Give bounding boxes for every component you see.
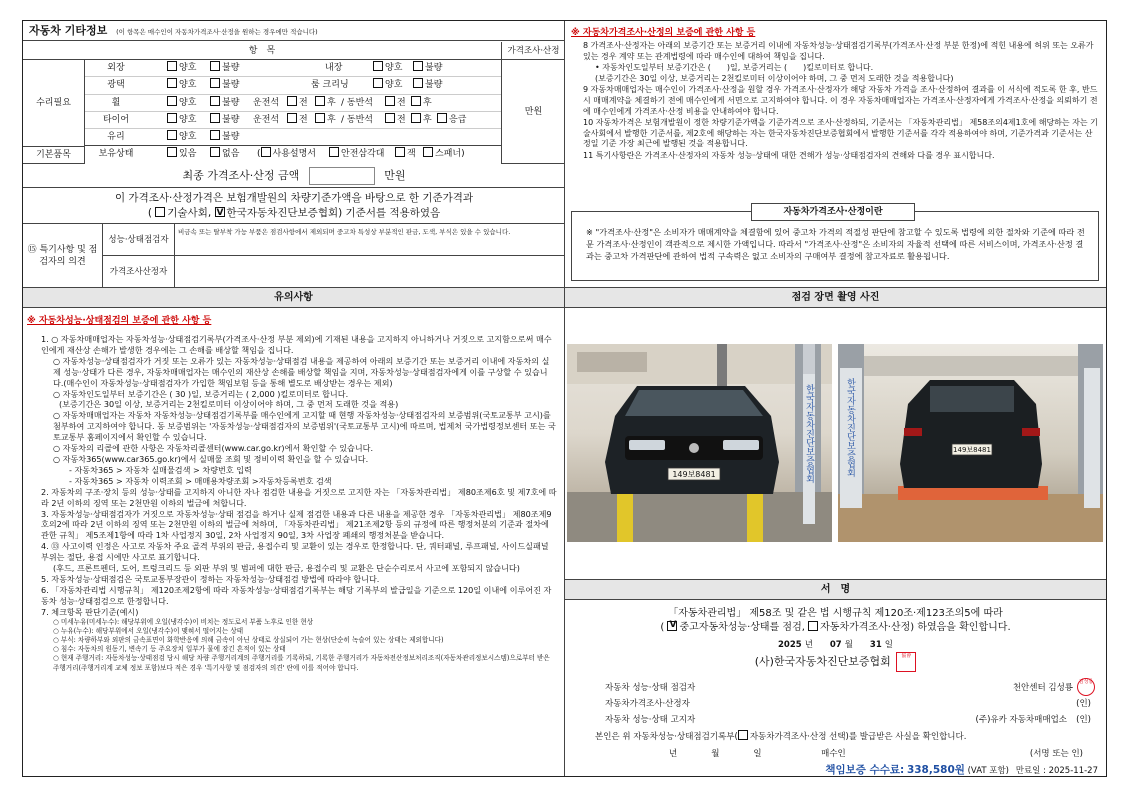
photos-section bbox=[565, 288, 1106, 580]
confirm-line: ( V중고자동차성능·상태를 점검, 자동차가격조사·산정) 하였음을 확인합니다. bbox=[565, 618, 1106, 633]
signer-pricer bbox=[605, 696, 1097, 712]
note-2: 2. 자동차의 구조·장치 등의 성능·상태를 고지하지 아니한 자나 점검한 내용을 거짓으로 고지한 자는 「자동차관리법」 제80조제6호 및 제7호에 따라 2년 이하의 징역 또는 2천만원 이하의 벌금에 처합니다. bbox=[41, 486, 557, 508]
checkbox[interactable] bbox=[413, 61, 423, 71]
fee-note: (VAT 포함) bbox=[967, 766, 1009, 776]
notes-list bbox=[41, 334, 557, 673]
tire-bad[interactable]: 불량 bbox=[210, 112, 239, 129]
checkbox[interactable] bbox=[385, 113, 395, 123]
checkbox-performance[interactable] bbox=[667, 621, 677, 631]
wheel-bad[interactable]: 불량 bbox=[210, 95, 239, 112]
tire-passenger-label: / 동반석 bbox=[341, 114, 373, 125]
checkbox[interactable] bbox=[437, 113, 447, 123]
fee-label: 책임보증 수수료: bbox=[825, 764, 905, 776]
fee-line bbox=[825, 762, 1098, 777]
criteria-2: ○ 누유(누수): 해당부위에서 오일(냉각수)이 맺혀서 떨어지는 상태 bbox=[53, 626, 244, 635]
exterior-bad[interactable]: 불량 bbox=[210, 60, 239, 77]
checkbox[interactable] bbox=[167, 147, 177, 157]
checkbox[interactable] bbox=[385, 96, 395, 106]
tire-good[interactable]: 양호 bbox=[167, 112, 196, 129]
checkbox[interactable] bbox=[395, 147, 405, 157]
note-1i: - 자동차365 > 자동차 이력조회 > 매매용차량조회 >자동차등록번호 검색 bbox=[69, 475, 332, 486]
checkbox[interactable] bbox=[315, 113, 325, 123]
price-definition-box bbox=[571, 211, 1099, 281]
checkbox[interactable] bbox=[329, 147, 339, 157]
law-line: 「자동차관리법」 제58조 및 같은 법 시행규칙 제120조·제123조의5에 따라 bbox=[668, 608, 1003, 619]
issue-year: 2025 bbox=[778, 640, 802, 650]
basic-items-label: 기본품목 bbox=[36, 150, 71, 160]
special-remarks-label-cell bbox=[23, 224, 103, 288]
note-4: 4. ⑬ 사고이력 인정은 사고로 자동차 주요 골격 부위의 판금, 용접수리 및 교환이 있는 경우로 한정합니다. 단, 쿼터패널, 루프패널, 사이드실패널 부위는 절단, 용접 시에만 사고로 표기합니다. bbox=[41, 541, 549, 563]
criteria-3: ○ 부식: 차량하부와 외판의 금속표면이 화학반응에 의해 금속이 아닌 상태로 상실되어 가는 현상(단순히 녹슬어 있는 상태는 제외합니다) bbox=[53, 635, 444, 644]
fee-value: 338,580원 bbox=[906, 764, 965, 776]
checkbox-price[interactable] bbox=[808, 621, 818, 631]
interior-label: 내장 bbox=[325, 63, 343, 73]
notes-title: 유의사항 bbox=[274, 292, 313, 303]
price-definition-text: ※ "가격조사·산정"은 소비자가 매매계약을 체결함에 있어 중고차 가격의 적절성 판단에 참고할 수 있도록 법령에 의한 절차와 기준에 따라 전문 가격조사·산정인이 객관적으로 제시한 가액입니다. 따라서 "가격조사·산정"은 소비자의 자율적 선택에 따른 서비스이며, 가격조사·산정 결과는 중고차 가격판단에 관하여 법적 구속력은 없고 소비자의 구매여부 결정에 참고자료로 활용됩니다. bbox=[586, 227, 1085, 261]
wheel-driver-front[interactable]: 전 bbox=[287, 95, 308, 112]
repair-needed-label-cell bbox=[23, 60, 85, 147]
glass-label: 유리 bbox=[107, 132, 125, 143]
criteria-5: ○ 현재 주행거리: 자동차성능·상태점검 당시 해당 차량 주행거리계의 주행거리를 기록하되, 기록한 주행거리가 자동차전산정보처리조직(자동차관리정보시스템)으로부터 받은 주행거리(주행거리계 교체 정보 포함)보다 적은 경우 '특기사항 및 점검자의 의견' 란에 이를 적어야 합니다. bbox=[53, 654, 550, 672]
rear-pole-text: 한국자동차진단보증협회 bbox=[845, 378, 855, 477]
tire-driver-front[interactable]: 전 bbox=[287, 112, 308, 129]
note-1h: - 자동차365 > 자동차 실매물검색 > 차량번호 입력 bbox=[69, 464, 252, 475]
polish-label: 광택 bbox=[107, 80, 125, 91]
signer-notifier-seal: (인) bbox=[1076, 715, 1091, 725]
wheel-good[interactable]: 양호 bbox=[167, 95, 196, 112]
note-3: 3. 자동차성능·상태점검자가 거짓으로 자동차성능·상태 점검을 하거나 실제 점검한 내용과 다른 내용을 제공한 경우 「자동차관리법」 제80조제9호의2에 따라 2년 이하의 징역 또는 2천만원 이하의 벌금에 처하며, 「자동차관리법」 제21조제2항 등의 규정에 따른 행정처분의 기준과 절차에 관한 규칙」 제5조제1항에 따라 1차 사업정지 30일, 2차 사업정지 90일, 3차 사업장 폐쇄의 행정처분을 받습니다. bbox=[41, 508, 552, 541]
basis-line-2: ( 기술사회, V 한국자동차진단보증협회) 기준서를 적용하였음 bbox=[23, 206, 565, 221]
rear-photo-drawing bbox=[838, 344, 1103, 542]
row-exterior-interior bbox=[85, 60, 501, 77]
photos-header bbox=[565, 288, 1106, 308]
final-amount-input[interactable] bbox=[309, 167, 375, 185]
possession-label: 보유상태 bbox=[98, 149, 134, 160]
rear-plate-text: 149보8481 bbox=[953, 446, 991, 454]
note-1d: (보증기간은 30일 이상, 보증거리는 2천킬로미터 이상이어야 하며, 그 중 먼저 도래한 것을 적용) bbox=[59, 399, 399, 410]
guarantee-item-10: 10 자동차가격은 보험개발원이 정한 차량기준가액을 기준가격으로 조사·산정하되, 기준서는 「자동차관리법」 제58조의4제1호에 해당하는 자는 기술사회에서 발행한 기준서를, 제2호에 해당하는 자는 한국자동차진단보증협회에서 발행한 기준서를 각각 적용하여야 하며, 기준가격과 기준서는 산정일 기준 가장 최근에 발행된 것을 적용합니다. bbox=[583, 118, 1098, 149]
inspector-opinion-text: 비금속 또는 탈부착 가능 부품은 점검사항에서 제외되며 중고차 특성상 부분적인 판금, 도색, 부식은 있을 수 있습니다. bbox=[178, 228, 511, 236]
room-clean-label: 룸 크리닝 bbox=[311, 80, 349, 91]
row-possession bbox=[85, 146, 501, 163]
col-price-header bbox=[501, 42, 565, 60]
room-clean-bad[interactable]: 불량 bbox=[413, 77, 442, 94]
row-tire bbox=[85, 112, 501, 129]
other-info-header bbox=[23, 21, 565, 41]
checkbox[interactable] bbox=[167, 61, 177, 71]
checkbox[interactable] bbox=[210, 78, 220, 88]
buyer-date-label: 년 월 일 매수인 bbox=[669, 749, 846, 759]
expiry-date: 만료일 : 2025-11-27 bbox=[1015, 766, 1098, 776]
price-guarantee-section bbox=[565, 21, 1106, 288]
vehicle-other-info-section bbox=[23, 21, 565, 288]
signer-notifier-label: 자동차 성능·상태 고지자 bbox=[605, 715, 696, 725]
signature-title: 서 명 bbox=[820, 584, 851, 595]
signer-inspector bbox=[605, 680, 1097, 696]
checkbox[interactable] bbox=[315, 96, 325, 106]
checkbox[interactable] bbox=[210, 130, 220, 140]
col-item-header bbox=[23, 42, 501, 60]
note-1c: ○ 자동차인도일부터 보증기간은 ( 30 )일, 보증거리는 ( 2,000 )킬로미터로 합니다. bbox=[53, 388, 349, 399]
row-glass bbox=[85, 129, 501, 146]
inspector-label-cell bbox=[103, 224, 175, 256]
final-amount-unit: 만원 bbox=[384, 169, 406, 182]
guarantee-item-11: 11 특기사항란은 가격조사·산정자의 자동차 성능·상태에 대한 견해가 성능·상태점검자의 견해와 다를 경우 표시합니다. bbox=[583, 150, 995, 160]
checkbox[interactable] bbox=[210, 113, 220, 123]
note-1f: ○ 자동차의 리콜에 관한 사항은 자동차리콜센터(www.car.go.kr)에서 확인할 수 있습니다. bbox=[53, 443, 374, 454]
interior-good[interactable]: 양호 bbox=[373, 60, 402, 77]
note-4b: (후드, 프론트펜더, 도어, 트렁크리드 등 외판 부위 및 범퍼에 대한 판금, 용접수리 및 교환은 단순수리로서 사고에 포함되지 않습니다) bbox=[53, 563, 520, 574]
repair-needed-label: 수리필요 bbox=[36, 98, 71, 108]
criteria-4: ○ 침수: 자동차의 원동기, 변속기 등 주요장치 일부가 물에 잠긴 흔적이 있는 상태 bbox=[53, 645, 286, 654]
guarantee-item-9: 9 자동차매매업자는 매수인이 가격조사·산정을 원할 경우 가격조사·산정자가 해당 자동차 가격을 조사·산정하여 결과를 이 서식에 적도록 한 후, 반드시 매매계약을 체결하기 전에 매수인에게 서면으로 고지하여야 합니다. 이 경우 자동차매매업자는 가격조사·산정자에게 가격조사·산정을 의뢰하기 전에 매수인에게 가격조사·산정 비용을 안내하여야 합니다. bbox=[583, 85, 1098, 116]
photos-title: 점검 장면 촬영 사진 bbox=[791, 292, 880, 303]
checkbox-tech-society[interactable] bbox=[155, 207, 165, 217]
item-jack[interactable]: 잭 bbox=[395, 146, 416, 163]
inspector-opinion-cell bbox=[175, 224, 565, 256]
notes-header bbox=[23, 288, 564, 308]
wheel-passenger-label: / 동반석 bbox=[341, 97, 373, 108]
note-6: 6. 「자동차관리법 시행규칙」 제120조제2항에 따라 자동차성능·상태점검기록부는 해당 기록부의 발급일을 기준으로 120일 이내에 이루어진 자동차 성능·상태점검으로 한정합니다. bbox=[41, 584, 552, 606]
checkbox[interactable] bbox=[413, 78, 423, 88]
checkbox[interactable] bbox=[287, 113, 297, 123]
front-vehicle-photo bbox=[567, 344, 832, 542]
tire-label: 타이어 bbox=[102, 114, 130, 125]
row-wheel bbox=[85, 95, 501, 112]
inspection-record-page bbox=[22, 20, 1107, 777]
price-guarantee-items bbox=[571, 41, 1100, 162]
checkbox[interactable] bbox=[411, 113, 421, 123]
signer-notifier bbox=[605, 712, 1097, 728]
checkbox[interactable] bbox=[210, 147, 220, 157]
possession-no[interactable]: 없음 bbox=[210, 146, 239, 163]
checkbox[interactable] bbox=[373, 78, 383, 88]
signer-pricer-label: 자동차가격조사·산정자 bbox=[605, 699, 690, 709]
front-pole-text: 한국자동차진단보증협회 bbox=[804, 384, 814, 483]
notes-subtitle: ※ 자동차성능·상태점검의 보증에 관한 사항 등 bbox=[27, 316, 212, 326]
other-info-title: 자동차 기타정보 bbox=[29, 24, 108, 37]
signer-pricer-seal: (인) bbox=[1076, 699, 1091, 709]
interior-bad[interactable]: 불량 bbox=[413, 60, 442, 77]
guarantee-item-8b: (보증기간은 30일 이상, 보증거리는 2천킬로미터 이상이어야 하며, 그 중 먼저 도래한 것을 적용합니다) bbox=[595, 73, 954, 83]
buyer-sign-note: (서명 또는 인) bbox=[1029, 749, 1083, 759]
basic-items-label-cell bbox=[23, 147, 85, 164]
col-price-label: 가격조사·산정 bbox=[507, 46, 560, 56]
item-spanner[interactable]: 스패너) bbox=[423, 146, 465, 163]
room-clean-good[interactable]: 양호 bbox=[373, 77, 402, 94]
checkbox[interactable] bbox=[167, 78, 177, 88]
guarantee-item-8a: • 자동차인도일부터 보증기간은 ( )일, 보증거리는 ( )킬로미터로 합니다. bbox=[595, 63, 874, 73]
wheel-driver-rear[interactable]: 후 bbox=[315, 95, 336, 112]
criteria-1: ○ 미세누유(미세누수): 해당부위에 오일(냉각수)이 비치는 정도로서 부품 노후로 인한 현상 bbox=[53, 617, 314, 626]
rear-vehicle-photo bbox=[838, 344, 1103, 542]
glass-bad[interactable]: 불량 bbox=[210, 129, 239, 146]
inspector-opinion-label: 성능·상태점검자 bbox=[108, 235, 169, 245]
final-amount-label: 최종 가격조사·산정 금액 bbox=[182, 169, 300, 182]
notes-section bbox=[23, 288, 565, 776]
note-1g: ○ 자동차365(www.car365.go.kr)에서 실매물 조회 및 정비이력 확인을 할 수 있습니다. bbox=[53, 453, 369, 464]
final-amount-row bbox=[23, 164, 565, 188]
signers bbox=[605, 680, 1097, 728]
item-manual[interactable]: ( 사용설명서 bbox=[257, 149, 316, 160]
buyer-line bbox=[669, 747, 1099, 759]
checkbox[interactable] bbox=[411, 96, 421, 106]
basis-row bbox=[23, 188, 565, 224]
issue-day: 31 bbox=[869, 640, 882, 650]
check-rows bbox=[85, 60, 501, 164]
wheel-passenger-front[interactable]: 전 bbox=[385, 95, 406, 112]
price-unit: 만원 bbox=[524, 107, 543, 117]
signature-section bbox=[565, 580, 1106, 776]
price-guarantee-title: ※ 자동차가격조사·산정의 보증에 관한 사항 등 bbox=[571, 28, 756, 38]
exterior-good[interactable]: 양호 bbox=[167, 60, 196, 77]
signer-notifier-name: (주)유카 자동차매매업소 bbox=[975, 715, 1067, 725]
tire-passenger-front[interactable]: 전 bbox=[385, 112, 406, 129]
note-1a: 1. ○ 자동차매매업자는 자동차성능·상태점검기록부(가격조사·산정 부분 제외)에 기재된 내용을 고지하지 아니하거나 거짓으로 고지함으로써 매수인에게 재산상 손해가 발생한 경우에는 그 손해를 배상할 책임을 집니다. bbox=[41, 334, 552, 355]
issue-date: 2025 년 07 월 31 일 bbox=[778, 640, 893, 650]
polish-good[interactable]: 양호 bbox=[167, 77, 196, 94]
checkbox[interactable] bbox=[167, 96, 177, 106]
tire-driver-label: 운전석 bbox=[253, 114, 280, 125]
pricer-opinion-label: 가격조사산정자 bbox=[109, 267, 168, 277]
association-name: (사)한국자동차진단보증협회 bbox=[754, 655, 891, 668]
basis-line-1: 이 가격조사·산정가격은 보험개발원의 차량기준가액을 바탕으로 한 기준가격과 bbox=[114, 192, 474, 204]
tire-emergency[interactable]: 응급 bbox=[437, 112, 466, 129]
other-info-note: (이 항목은 매수인이 자동차가격조사·산정을 원하는 경우에만 적습니다) bbox=[116, 28, 318, 36]
price-unit-cell bbox=[501, 60, 565, 164]
front-plate-text: 149보8481 bbox=[672, 470, 716, 479]
price-definition-title: 자동차가격조사·산정이란 bbox=[751, 203, 915, 221]
checkbox[interactable] bbox=[167, 130, 177, 140]
pricer-label-cell bbox=[103, 256, 175, 288]
special-remarks-label: ⑮ 특기사항 및 점검자의 의견 bbox=[27, 245, 98, 267]
checkbox[interactable] bbox=[373, 61, 383, 71]
tire-passenger-rear[interactable]: 후 bbox=[411, 112, 432, 129]
checkbox-kaia[interactable] bbox=[215, 207, 225, 217]
note-1b: ○ 자동차성능·상태점검자가 거짓 또는 오류가 있는 자동차성능·상태점검 내용을 제공하여 아래의 보증기간 또는 보증거리 이내에 자동차의 실제 성능·상태가 다른 경우, 자동차매매업자는 매수인의 재산상 손해를 배상할 책임을 지며, 자동차성능·상태점검자에게 이를 구상할 수 있습니다.(매수인이 자동차성능·상태점검자가 가입한 책임보험 등을 통해 별도로 배상받는 경우는 제외) bbox=[53, 355, 550, 388]
association-line bbox=[565, 652, 1106, 672]
checkbox[interactable] bbox=[423, 147, 433, 157]
checkbox-receipt-price[interactable] bbox=[738, 730, 748, 740]
checkbox[interactable] bbox=[210, 96, 220, 106]
item-triangle[interactable]: 안전삼각대 bbox=[329, 146, 384, 163]
inspector-seal-icon: 김성룡 bbox=[1077, 678, 1095, 696]
signer-inspector-label: 자동차 성능·상태 점검자 bbox=[605, 683, 696, 693]
exterior-label: 외장 bbox=[107, 63, 125, 73]
checkbox[interactable] bbox=[287, 96, 297, 106]
wheel-passenger-rear[interactable]: 후 bbox=[411, 95, 432, 112]
row-polish-roomclean bbox=[85, 77, 501, 94]
tire-driver-rear[interactable]: 후 bbox=[315, 112, 336, 129]
polish-bad[interactable]: 불량 bbox=[210, 77, 239, 94]
checkbox[interactable] bbox=[210, 61, 220, 71]
note-1e: ○ 자동차매매업자는 자동차 자동차성능·상태점검기록부를 매수인에게 고지할 때 현행 자동차성능·상태점검자의 보증범위(국토교통부 고시)를 첨부하여 고지하여야 합니다. 동 보증범위는 '자동차성능·상태점검자의 보증범위'(국토교통부 고시)에 따르며, 법제처 국가법령정보센터 또는 국토교통부 홈페이지에서 확인할 수 있습니다. bbox=[53, 410, 556, 443]
front-photo-drawing bbox=[567, 344, 832, 542]
note-7: 7. 체크항목 판단기준(예시) bbox=[41, 606, 139, 617]
col-item-label: 항 목 bbox=[248, 46, 276, 56]
association-seal-icon: 協會 bbox=[896, 652, 916, 672]
signature-header bbox=[565, 580, 1106, 600]
criteria-list bbox=[41, 618, 557, 673]
glass-good[interactable]: 양호 bbox=[167, 129, 196, 146]
guarantee-item-8: 8 가격조사·산정자는 아래의 보증기간 또는 보증거리 이내에 자동차성능·상태점검기록부(가격조사·산정 부분 한정)에 적힌 내용에 허위 또는 오류가 있는 경우 계약 또는 관계법령에 따라 매수인에 대하여 책임을 집니다. bbox=[583, 41, 1094, 61]
wheel-label: 휠 bbox=[111, 97, 121, 108]
note-5: 5. 자동차성능·상태점검은 국토교통부장관이 정하는 자동차성능·상태점검 방법에 따라야 합니다. bbox=[41, 573, 380, 584]
checkbox[interactable] bbox=[167, 113, 177, 123]
checkbox[interactable] bbox=[261, 147, 271, 157]
signer-inspector-name: 천안센터 김성룡 bbox=[1012, 683, 1073, 693]
wheel-driver-label: 운전석 bbox=[253, 97, 280, 108]
possession-yes[interactable]: 있음 bbox=[167, 146, 196, 163]
receipt-line: 본인은 위 자동차성능·상태점검기록부( 자동차가격조사·산정 선택)를 발급받은 사실을 확인합니다. bbox=[595, 732, 967, 742]
issue-month: 07 bbox=[829, 640, 842, 650]
